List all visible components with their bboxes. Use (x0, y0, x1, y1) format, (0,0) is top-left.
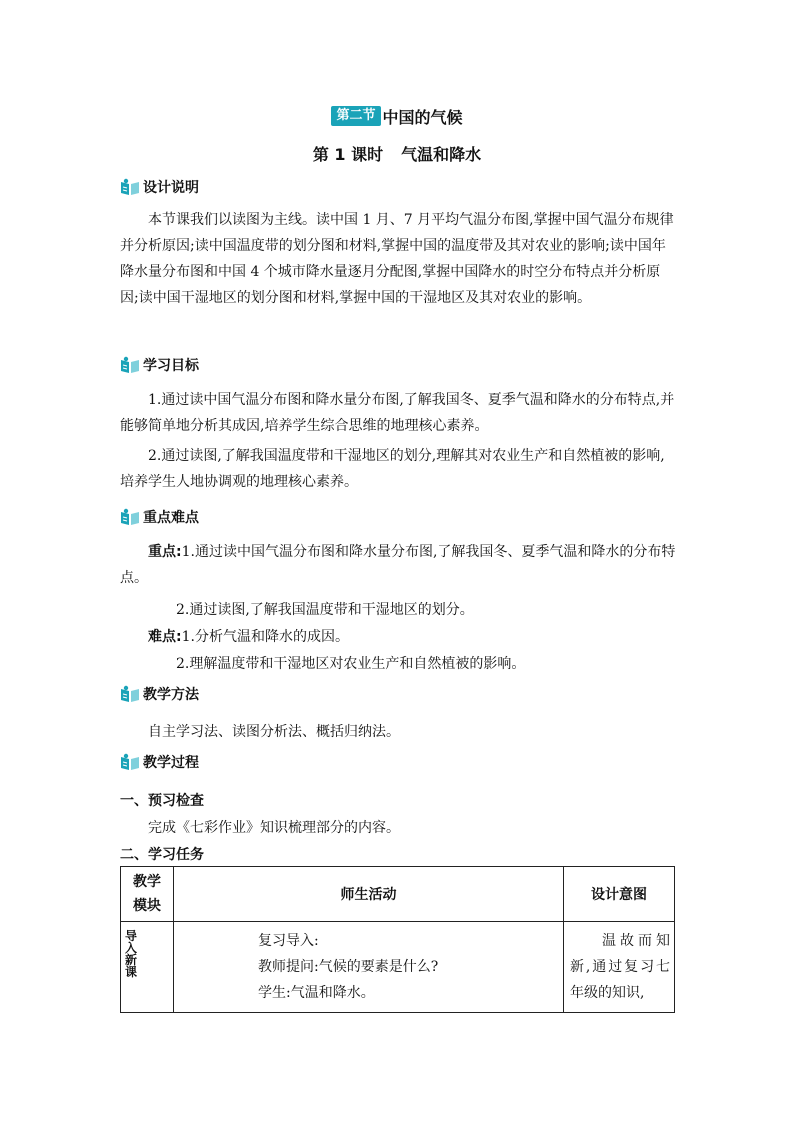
chapter-title: 中国的气候 (382, 107, 463, 127)
module-char: 导 (125, 929, 138, 943)
step-1-body: 完成《七彩作业》知识梳理部分的内容。 (148, 820, 400, 836)
objective-item-2: 2.通过读图,了解我国温度带和干湿地区的划分,理解其对农业生产和自然植被的影响,培养学生人地协调观的地理核心素养。 (120, 448, 665, 490)
difficulty-text: 1.分析气温和降水的成因。 (181, 629, 349, 645)
key-point-text: 1.通过读中国气温分布图和降水量分布图,了解我国冬、夏季气温和降水的分布特点。 (120, 544, 676, 586)
module-char: 新 (125, 953, 138, 967)
difficulty-1 (148, 626, 349, 646)
lesson-name: 气温和降水 (401, 145, 482, 164)
intent-text: 温故而知新,通过复习七年级的知识, (570, 933, 670, 1001)
key-point-1 (120, 539, 676, 591)
section-heading-label: 重点难点 (143, 510, 199, 526)
key-label: 重点: (148, 544, 182, 560)
section-heading-objectives (120, 355, 199, 375)
section-heading-keypoints (120, 507, 199, 527)
chapter-header (0, 104, 794, 128)
section-heading-label: 学习目标 (143, 358, 199, 374)
activity-line: 学生:气温和降水。 (258, 985, 375, 1001)
col-header-module-text: 教学模块 (133, 874, 161, 914)
difficulty-label: 难点: (148, 629, 182, 645)
book-icon (120, 356, 140, 374)
table-header-row (121, 867, 675, 922)
lesson-number: 第 1 课时 (312, 145, 384, 164)
section-heading-label: 教学方法 (143, 687, 199, 703)
col-header-module (121, 867, 174, 922)
book-icon (120, 178, 140, 196)
activity-cell (174, 922, 564, 1013)
key-point-2: 2.通过读图,了解我国温度带和干湿地区的划分。 (176, 602, 474, 618)
module-cell (121, 922, 174, 1013)
lesson-title (0, 142, 794, 165)
book-icon (120, 685, 140, 703)
objective-item-1: 1.通过读中国气温分布图和降水量分布图,了解我国冬、夏季气温和降水的分布特点,并能够简单地分析其成因,培养学生综合思维的地理核心素养。 (120, 392, 675, 434)
section-heading-label: 教学过程 (143, 755, 199, 771)
book-icon (120, 508, 140, 526)
col-header-intent: 设计意图 (564, 867, 675, 922)
table-row (121, 922, 675, 1013)
lesson-plan-table (120, 866, 675, 1013)
step-1-title: 一、预习检查 (120, 793, 204, 809)
section-heading-label: 设计说明 (143, 180, 199, 196)
section-heading-process (120, 752, 199, 772)
methods-text: 自主学习法、读图分析法、概括归纳法。 (148, 724, 400, 740)
step-2-title: 二、学习任务 (120, 847, 204, 863)
difficulty-2: 2.理解温度带和干湿地区对农业生产和自然植被的影响。 (176, 656, 526, 672)
section-badge: 第二节 (331, 106, 380, 126)
section-heading-design (120, 177, 199, 197)
activity-line: 教师提问:气候的要素是什么? (258, 959, 439, 975)
col-header-activity: 师生活动 (174, 867, 564, 922)
intent-cell (564, 922, 675, 1013)
section-heading-methods (120, 684, 199, 704)
book-icon (120, 753, 140, 771)
design-note-paragraph: 本节课我们以读图为主线。读中国 1 月、7 月平均气温分布图,掌握中国气温分布规律并分析原因;读中国温度带的划分图和材料,掌握中国的温度带及其对农业的影响;读中国年降水量分布图和中国 4 个城市降水量逐月分配图,掌握中国降水的时空分布特点并分析原因;读中国干湿地区的划分图和材料,掌握中国的干湿地区及其对农业的影响。 (120, 212, 674, 306)
module-char: 课 (125, 965, 138, 979)
activity-line: 复习导入: (258, 933, 319, 949)
module-char: 入 (125, 941, 138, 955)
